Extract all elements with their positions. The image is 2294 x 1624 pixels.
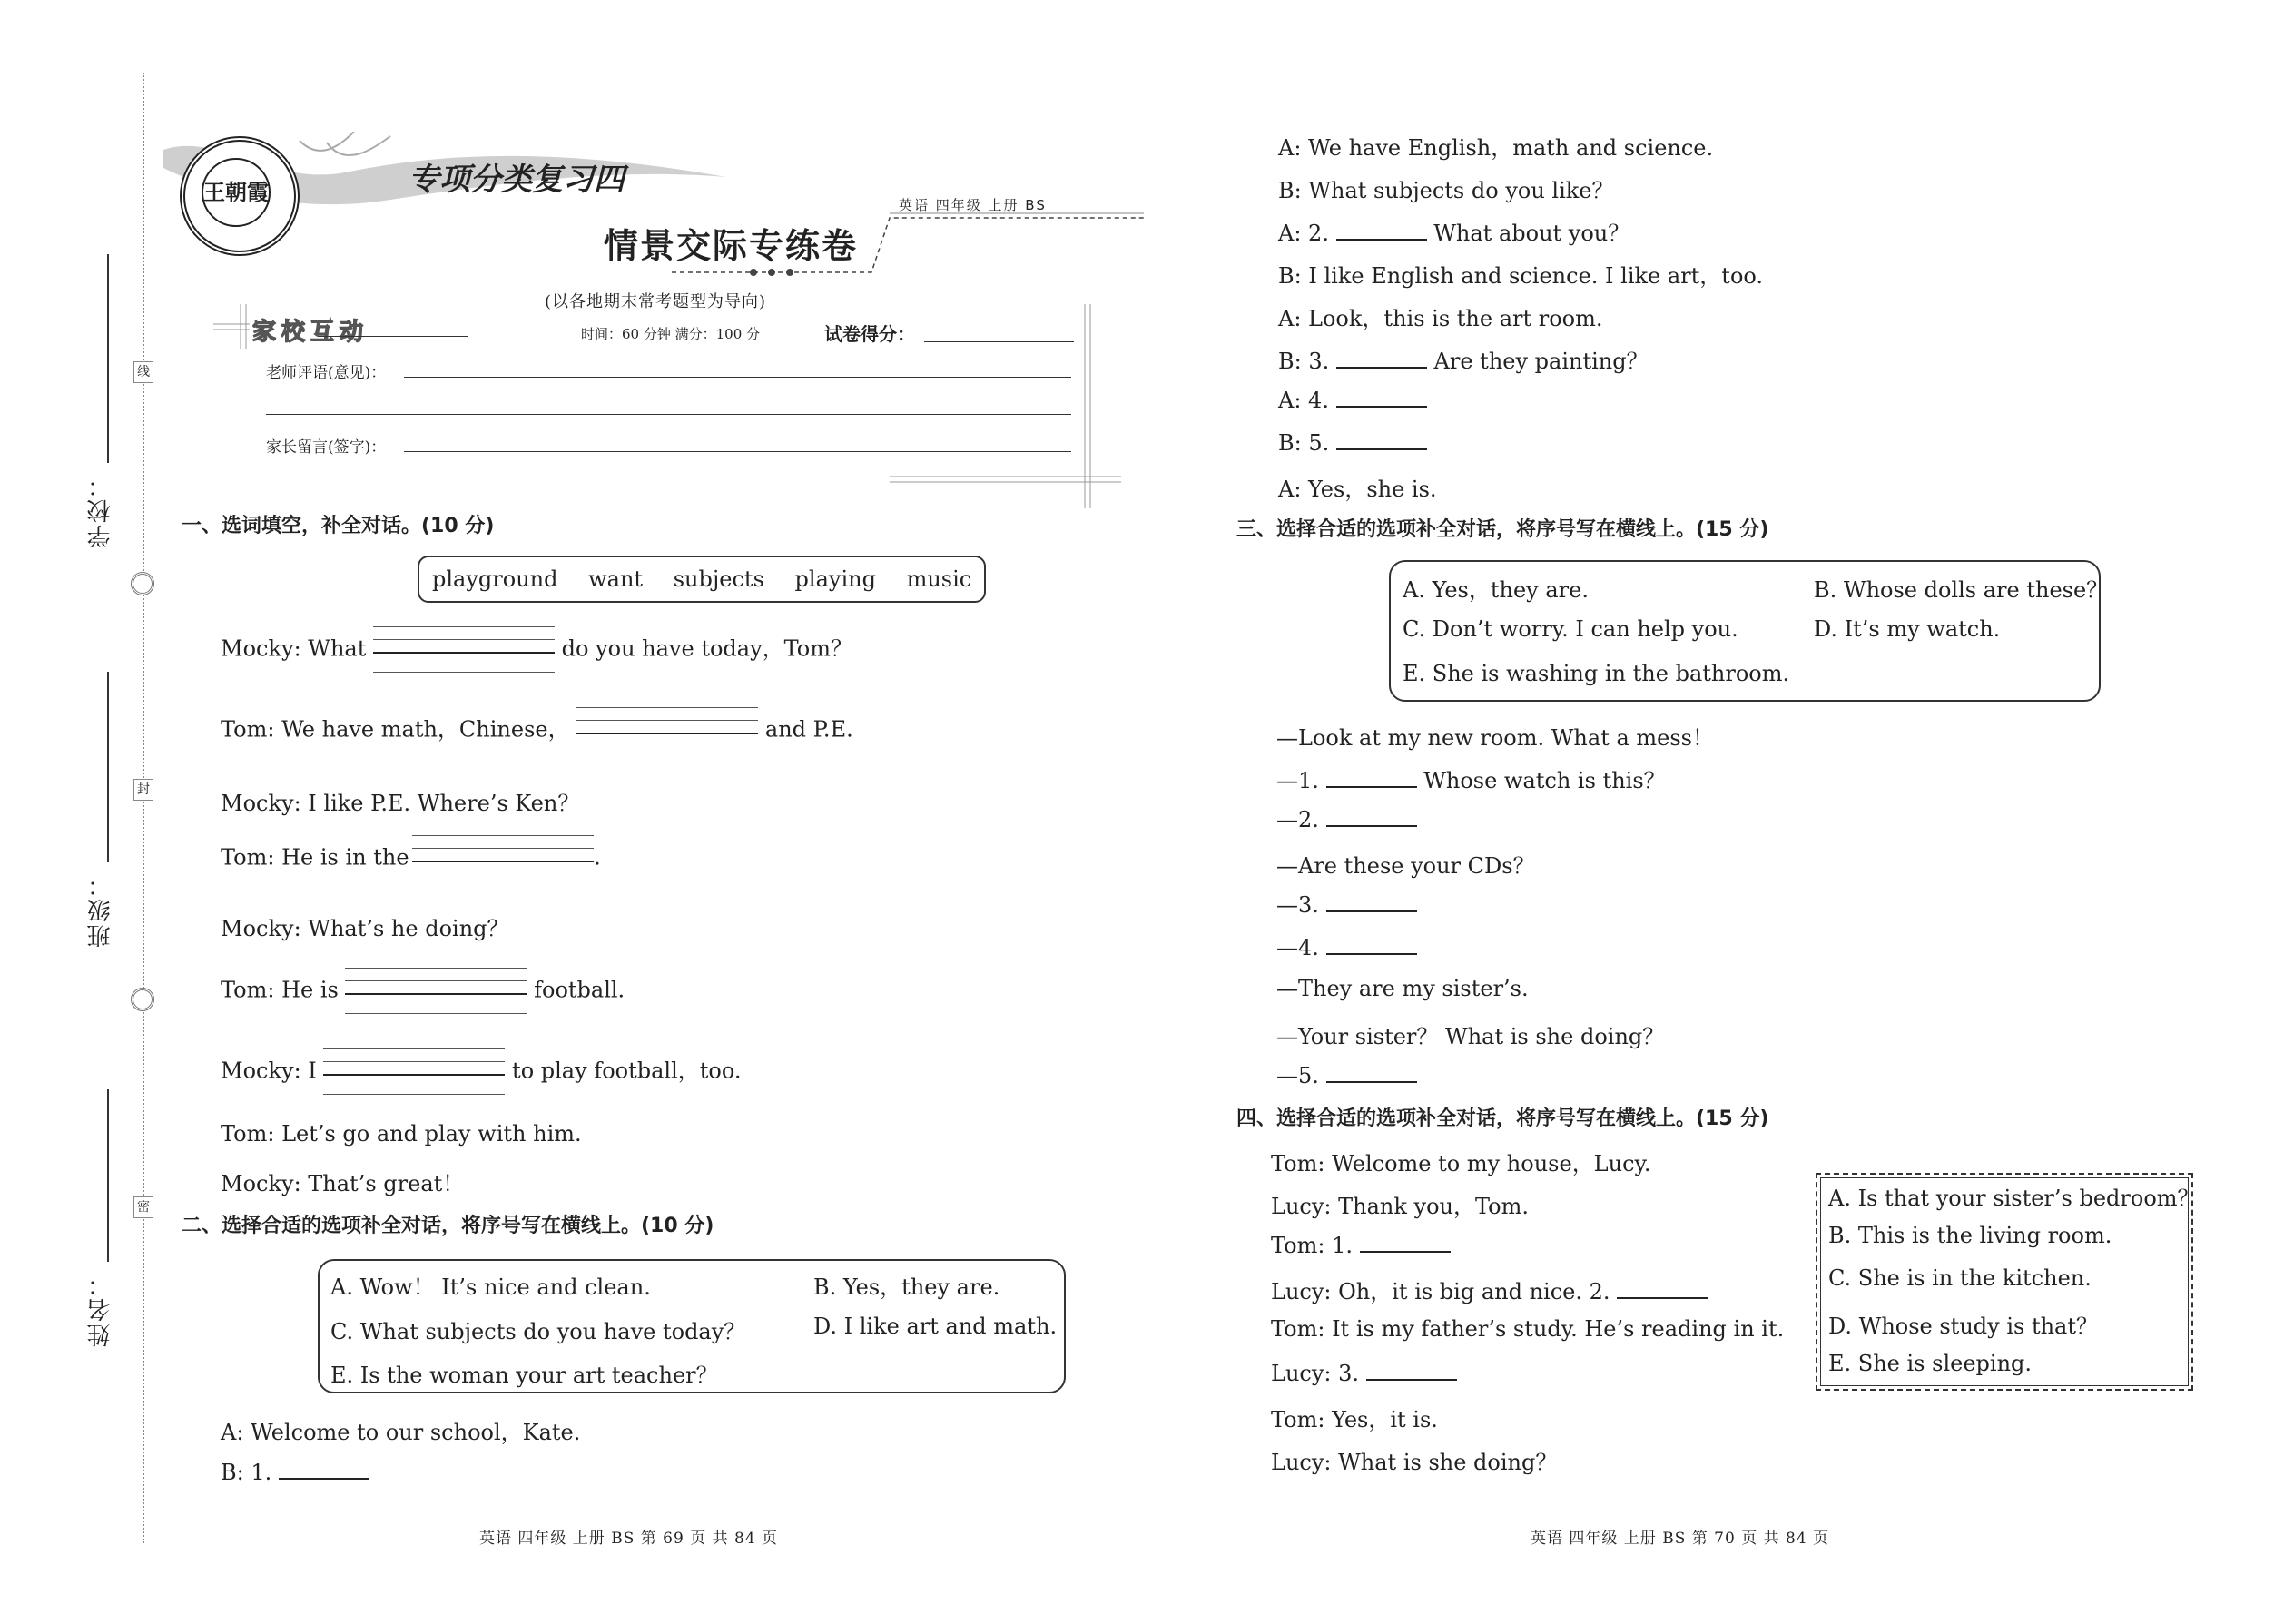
option-b: B. This is the living room. xyxy=(1828,1223,2112,1248)
answer-blank[interactable] xyxy=(1326,1061,1417,1083)
line-text: A: 4. xyxy=(1278,388,1329,413)
binding-ring-icon xyxy=(131,572,154,595)
answer-blank[interactable] xyxy=(1326,891,1417,912)
line-text: Mocky: I xyxy=(221,1058,317,1084)
teacher-comment-field-2[interactable] xyxy=(266,414,1071,415)
name-fill-line xyxy=(107,1089,109,1262)
dialogue-line: A: We have English，math and science. xyxy=(1278,135,1714,161)
option-e: E. She is sleeping. xyxy=(1828,1351,2033,1376)
option-e: E. Is the woman your art teacher？ xyxy=(330,1363,718,1388)
dialogue-line: Tom: Let’s go and play with him. xyxy=(221,1121,582,1147)
option-d: D. It’s my watch. xyxy=(1814,616,2001,642)
dialogue-line xyxy=(1278,343,1649,375)
score-label: 试卷得分： xyxy=(824,323,915,345)
answer-blank[interactable] xyxy=(1336,428,1427,450)
dialogue-line xyxy=(1276,805,1417,832)
line-text: —2. xyxy=(1276,807,1319,832)
word-option: music xyxy=(906,566,972,592)
line-text: and P.E. xyxy=(764,716,853,743)
dialogue-line: Tom: Welcome to my house，Lucy. xyxy=(1271,1151,1651,1176)
option-e: E. She is washing in the bathroom. xyxy=(1403,661,1790,686)
answer-blank[interactable] xyxy=(1360,1231,1451,1253)
dialogue-line xyxy=(221,1458,369,1485)
line-text: Whose watch is this？ xyxy=(1423,768,1666,793)
page-footer-right: 英语 四年级 上册 BS 第 70 页 共 84 页 xyxy=(1531,1530,1830,1548)
line-text: B: 5. xyxy=(1278,430,1330,456)
subtitle: (以各地期末常考题型为导向) xyxy=(545,292,767,311)
option-a: A. Wow！ It’s nice and clean. xyxy=(330,1275,651,1300)
section2-title: 二、选择合适的选项补全对话，将序号写在横线上。(10 分) xyxy=(182,1215,714,1237)
dialogue-line xyxy=(1278,386,1427,413)
option-d: D. Whose study is that？ xyxy=(1828,1314,2099,1339)
dialogue-line: Mocky: That’s great！ xyxy=(221,1171,465,1196)
four-line-blank[interactable] xyxy=(412,835,594,882)
dialogue-line: Lucy: What is she doing？ xyxy=(1271,1450,1558,1475)
section4-title: 四、选择合适的选项补全对话，将序号写在横线上。(15 分) xyxy=(1236,1107,1769,1130)
dialogue-line: Lucy: Thank you，Tom. xyxy=(1271,1194,1529,1219)
dialogue-line xyxy=(1271,1274,1708,1305)
line-text: What about you？ xyxy=(1433,221,1630,246)
line-text: Tom: He is xyxy=(221,977,339,1003)
option-b: B. Whose dolls are these？ xyxy=(1814,577,2109,603)
four-line-blank[interactable] xyxy=(345,968,527,1015)
parent-comment-field[interactable] xyxy=(404,451,1071,452)
word-option: subjects xyxy=(673,566,764,592)
section1-title: 一、选词填空，补全对话。(10 分) xyxy=(182,515,495,537)
seal-char-seal: 封 xyxy=(133,779,153,801)
line-text: football. xyxy=(534,977,625,1003)
dialogue-line: A: Yes，she is. xyxy=(1278,477,1437,502)
line-text: Mocky: What xyxy=(221,635,367,662)
dialogue-line: —They are my sister’s. xyxy=(1276,976,1529,1001)
line-text: —5. xyxy=(1276,1063,1319,1088)
subject-title: 专项分类复习四 xyxy=(409,162,625,198)
class-fill-line xyxy=(107,672,109,862)
dialogue-line xyxy=(221,707,853,754)
answer-blank[interactable] xyxy=(1617,1277,1708,1299)
binding-ring-icon xyxy=(131,988,154,1011)
school-fill-line xyxy=(107,254,109,463)
heading-rule xyxy=(318,336,468,337)
logo-text: 王朝霞 xyxy=(202,158,271,227)
dialogue-line: B: What subjects do you like？ xyxy=(1278,178,1614,203)
word-bank xyxy=(418,556,986,603)
dialogue-line xyxy=(1278,428,1427,456)
dialogue-line: Tom: Yes，it is. xyxy=(1271,1407,1438,1432)
line-text: . xyxy=(594,844,601,871)
dialogue-line: A: Welcome to our school，Kate. xyxy=(221,1420,581,1445)
line-text: Tom: 1. xyxy=(1271,1233,1353,1258)
dialogue-line xyxy=(1276,933,1417,960)
score-field[interactable] xyxy=(924,341,1074,342)
teacher-comment-field[interactable] xyxy=(404,377,1071,378)
dialogue-line xyxy=(221,626,852,674)
four-line-blank[interactable] xyxy=(323,1048,505,1096)
dialogue-line xyxy=(1271,1231,1451,1258)
line-text: Lucy: 3. xyxy=(1271,1361,1360,1386)
dialogue-line: Tom: It is my father’s study. He’s reading in it. xyxy=(1271,1316,1785,1342)
word-option: want xyxy=(588,566,644,592)
option-a: A. Is that your sister’s bedroom？ xyxy=(1828,1186,2200,1211)
dialogue-line: B: I like English and science. I like art，too. xyxy=(1278,263,1764,289)
dialogue-line: —Look at my new room. What a mess！ xyxy=(1276,725,1714,751)
answer-blank[interactable] xyxy=(1336,386,1427,408)
dialogue-line: Mocky: What’s he doing？ xyxy=(221,916,509,941)
line-text: B: 3. xyxy=(1278,349,1330,374)
seal-char-line: 线 xyxy=(133,361,153,383)
dialogue-line xyxy=(1276,1061,1417,1088)
main-title: 情景交际专练卷 xyxy=(604,225,859,266)
answer-blank[interactable] xyxy=(1326,805,1417,827)
parent-comment-label: 家长留言(签字)： xyxy=(266,438,387,457)
answer-blank[interactable] xyxy=(1326,933,1417,955)
line-text: —3. xyxy=(1276,892,1319,918)
option-d: D. I like art and math. xyxy=(813,1314,1058,1339)
answer-blank[interactable] xyxy=(1326,766,1417,788)
name-label: 姓名： xyxy=(87,1271,114,1347)
dialogue-line xyxy=(221,968,625,1015)
answer-blank[interactable] xyxy=(1336,347,1427,369)
four-line-blank[interactable] xyxy=(373,626,555,674)
dialogue-line: —Are these your CDs？ xyxy=(1276,853,1535,879)
dialogue-line xyxy=(1278,215,1629,247)
school-label: 学校： xyxy=(87,472,114,548)
line-text: —1. xyxy=(1276,768,1319,793)
option-c: C. She is in the kitchen. xyxy=(1828,1265,2092,1291)
seal-char-secret: 密 xyxy=(133,1196,153,1218)
line-text: Lucy: Oh，it is big and nice. 2. xyxy=(1271,1279,1610,1304)
answer-blank[interactable] xyxy=(1366,1359,1457,1381)
line-text: B: 1. xyxy=(221,1460,272,1485)
grade-tag: 英语 四年级 上册 BS xyxy=(899,197,1047,213)
option-c: C. What subjects do you have today？ xyxy=(330,1319,746,1344)
page-footer-left: 英语 四年级 上册 BS 第 69 页 共 84 页 xyxy=(479,1530,779,1548)
dialogue-line: Mocky: I like P.E. Where’s Ken？ xyxy=(221,791,580,816)
class-label: 班级： xyxy=(87,871,114,948)
line-text: do you have today，Tom？ xyxy=(561,635,853,662)
dialogue-line: A: Look，this is the art room. xyxy=(1278,306,1603,331)
option-b: B. Yes，they are. xyxy=(813,1275,1000,1300)
option-c: C. Don’t worry. I can help you. xyxy=(1403,616,1738,642)
word-option: playing xyxy=(794,566,876,592)
dialogue-line xyxy=(1276,763,1666,794)
option-a: A. Yes，they are. xyxy=(1403,577,1589,603)
binding-dotted-line xyxy=(143,73,144,1543)
line-text: to play football，too. xyxy=(512,1058,742,1084)
dialogue-line xyxy=(221,835,601,882)
section3-title: 三、选择合适的选项补全对话，将序号写在横线上。(15 分) xyxy=(1236,518,1769,541)
line-text: Tom: He is in the xyxy=(221,844,409,871)
line-text: A: 2. xyxy=(1278,221,1329,246)
teacher-comment-label: 老师评语(意见)： xyxy=(266,364,387,382)
line-text: Are they painting？ xyxy=(1433,349,1649,374)
dialogue-line: —Your sister？ What is she doing？ xyxy=(1276,1024,1665,1049)
home-school-heading: 家校互动 xyxy=(252,319,369,346)
dialogue-line xyxy=(1271,1359,1457,1386)
answer-blank[interactable] xyxy=(1336,219,1427,241)
time-score-info: 时间：60 分钟 满分：100 分 xyxy=(581,326,761,342)
line-text: —4. xyxy=(1276,935,1319,960)
line-text: Tom: We have math，Chinese， xyxy=(221,716,570,743)
dialogue-line xyxy=(221,1048,742,1096)
dialogue-line xyxy=(1276,891,1417,918)
answer-blank[interactable] xyxy=(279,1458,369,1480)
word-option: playground xyxy=(432,566,558,592)
four-line-blank[interactable] xyxy=(576,707,758,754)
publisher-logo xyxy=(180,136,300,256)
